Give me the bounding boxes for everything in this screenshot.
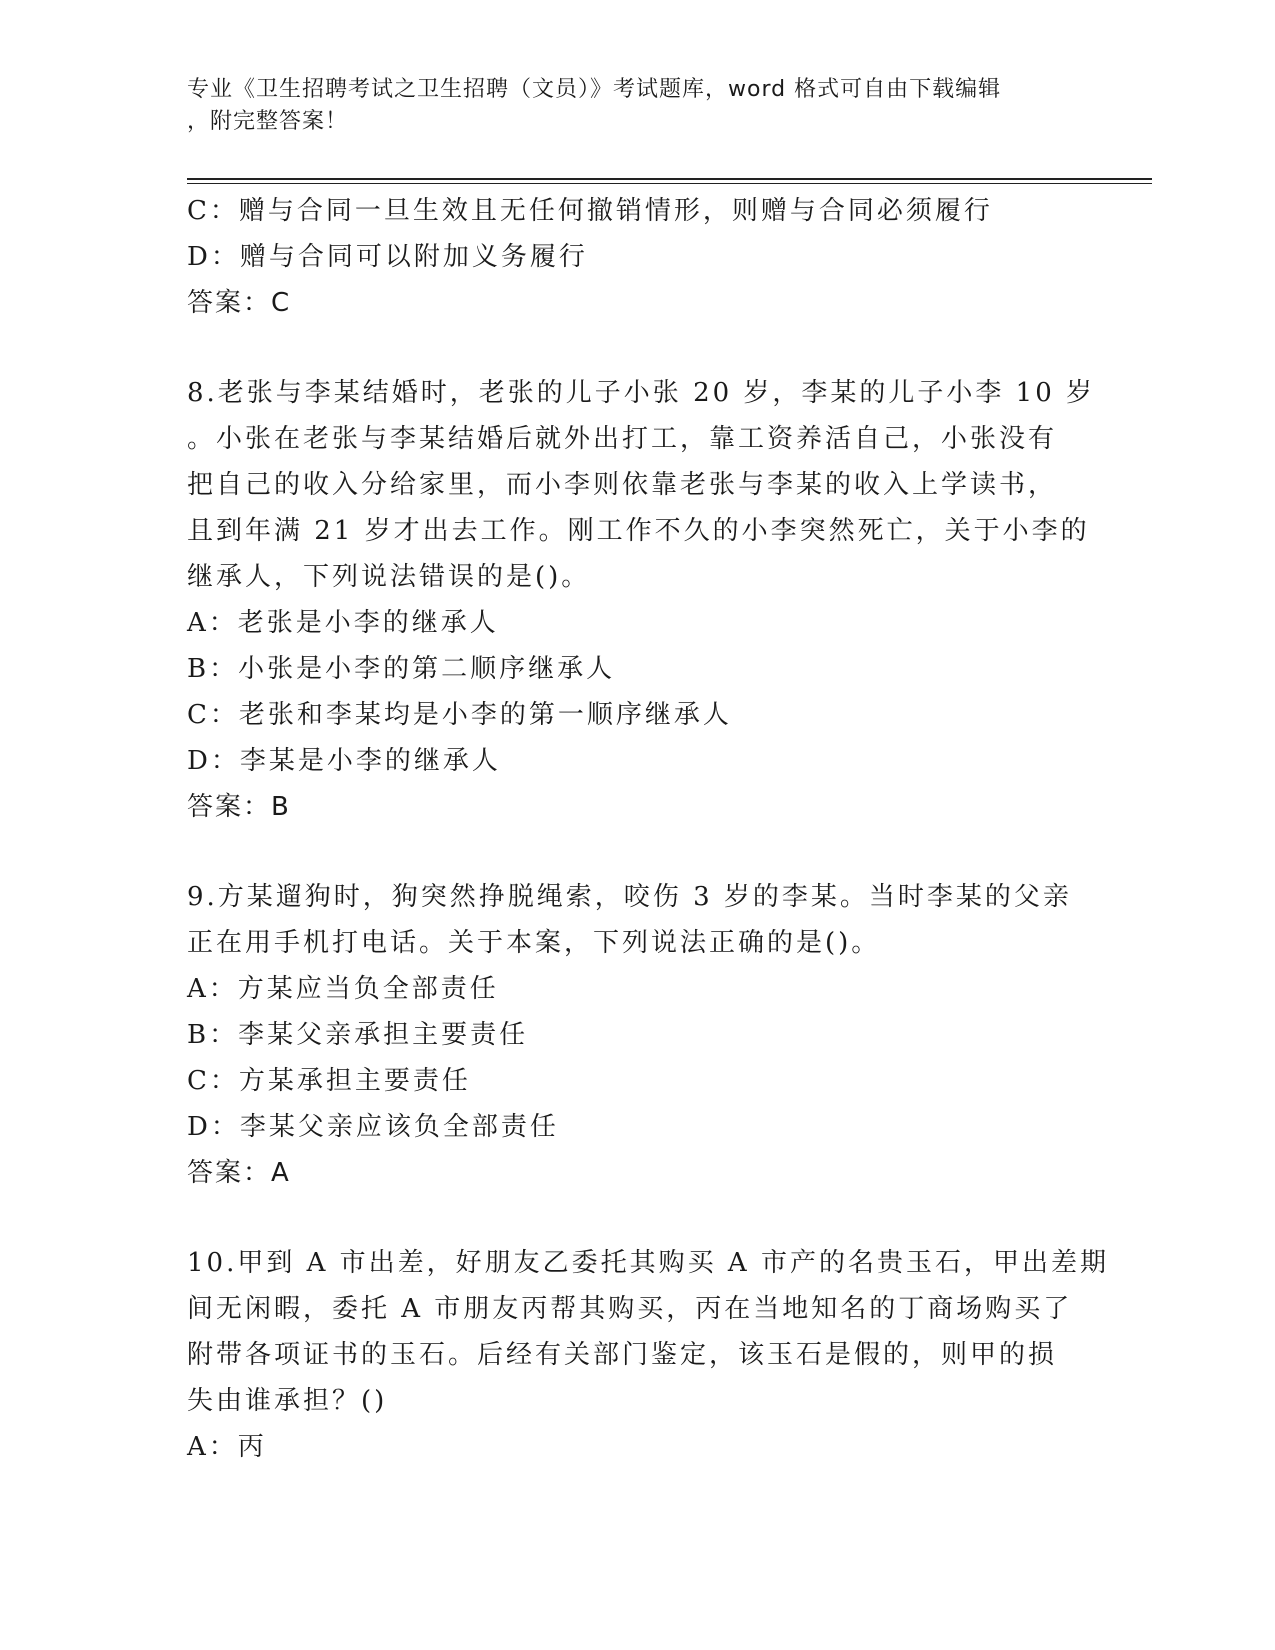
header-line-1: 专业《卫生招聘考试之卫生招聘（文员）》考试题库，word 格式可自由下载编辑 — [187, 77, 1002, 102]
option-a: A：方某应当负全部责任 — [187, 974, 499, 1004]
answer: 答案：A — [187, 1158, 291, 1188]
option-b: B：小张是小李的第二顺序继承人 — [187, 654, 616, 684]
question-stem-line: 附带各项证书的玉石。后经有关部门鉴定，该玉石是假的，则甲的损 — [187, 1340, 1058, 1370]
option-d: D：李某父亲应该负全部责任 — [187, 1112, 559, 1142]
header-rule-thin — [187, 183, 1152, 184]
option-d: D：李某是小李的继承人 — [187, 746, 501, 776]
question-stem-line: 继承人，下列说法错误的是()。 — [187, 562, 591, 592]
document-header — [187, 74, 1067, 138]
question-stem-line: 失由谁承担？() — [187, 1386, 388, 1416]
question-stem-line: 把自己的收入分给家里，而小李则依靠老张与李某的收入上学读书， — [187, 470, 1058, 500]
question-stem-line: 8.老张与李某结婚时，老张的儿子小张 20 岁，李某的儿子小李 10 岁 — [187, 378, 1096, 408]
option-c: C：方某承担主要责任 — [187, 1066, 471, 1096]
question-10 — [187, 1240, 1109, 1470]
option-a: A：老张是小李的继承人 — [187, 608, 499, 638]
question-stem-line: 且到年满 21 岁才出去工作。刚工作不久的小李突然死亡，关于小李的 — [187, 516, 1090, 546]
question-stem-line: 间无闲暇，委托 A 市朋友丙帮其购买，丙在当地知名的丁商场购买了 — [187, 1294, 1073, 1324]
option-a: A：丙 — [187, 1432, 267, 1462]
option-c: C：赠与合同一旦生效且无任何撤销情形，则赠与合同必须履行 — [187, 196, 993, 226]
header-line-2: ，附完整答案！ — [187, 109, 349, 134]
question-stem-line: 10.甲到 A 市出差，好朋友乙委托其购买 A 市产的名贵玉石，甲出差期 — [187, 1248, 1109, 1278]
header-rule-thick — [187, 178, 1152, 180]
option-b: B：李某父亲承担主要责任 — [187, 1020, 529, 1050]
question-stem-line: 正在用手机打电话。关于本案，下列说法正确的是()。 — [187, 928, 881, 958]
question-list — [187, 188, 1109, 1470]
question-7-tail — [187, 188, 1087, 326]
question-8 — [187, 370, 1096, 830]
question-stem-line: 。小张在老张与李某结婚后就外出打工，靠工资养活自己，小张没有 — [187, 424, 1058, 454]
option-c: C：老张和李某均是小李的第一顺序继承人 — [187, 700, 732, 730]
option-d: D：赠与合同可以附加义务履行 — [187, 242, 588, 272]
answer: 答案：B — [187, 792, 291, 822]
question-9 — [187, 874, 1087, 1196]
answer: 答案：C — [187, 288, 292, 318]
question-stem-line: 9.方某遛狗时，狗突然挣脱绳索，咬伤 3 岁的李某。当时李某的父亲 — [187, 882, 1072, 912]
